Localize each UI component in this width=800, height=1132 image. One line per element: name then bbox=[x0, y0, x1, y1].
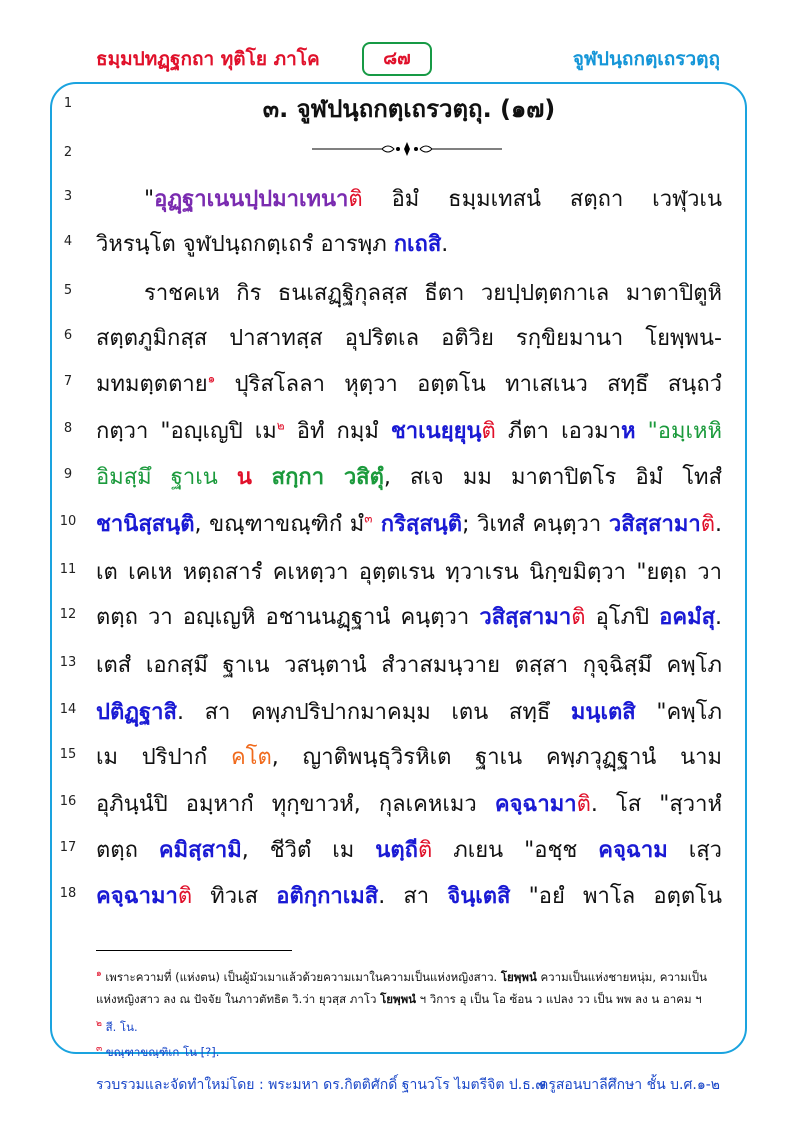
verb: จินฺเตสิ bbox=[447, 884, 511, 909]
footnote-text: สี. โน. bbox=[101, 1019, 138, 1034]
particle: ติ bbox=[348, 187, 363, 212]
footnote-mark[interactable]: ๓ bbox=[364, 511, 373, 526]
text-run: "คพฺโภ bbox=[635, 700, 722, 725]
text-line bbox=[96, 413, 722, 448]
line-number: 18 bbox=[59, 886, 77, 901]
line-number: 1 bbox=[63, 96, 73, 111]
participle: คโต bbox=[230, 745, 272, 770]
footer-role: ครูสอนบาลีศึกษา ชั้น บ.ศ.๑-๒ bbox=[538, 1077, 720, 1093]
text-line bbox=[96, 786, 722, 821]
text-run: อุภินฺนํปิ อมฺหากํ ทุกฺขาวหํ, กุลเคหเมว bbox=[96, 792, 495, 817]
footnote-text: ฯ วิการ อุ เป็น โอ ซ้อน ว แปลง วว เป็น พพ ลง น อาคม ฯ bbox=[416, 992, 702, 1006]
verb: คมิสฺสามิ bbox=[158, 838, 242, 863]
text-line bbox=[96, 366, 722, 401]
line-number: 11 bbox=[59, 562, 77, 577]
text-run: เต เคเห หตฺถสารํ คเหตฺวา อุตฺตเรน ทฺวาเรน นิกฺขมิตฺวา "ยตฺถ วา bbox=[96, 560, 722, 585]
text-run: , สเจ มม มาตาปิตโร อิมํ โทสํ bbox=[383, 465, 722, 490]
text-run: ปุริสโลลา หุตฺวา อตฺตโน ทาเสเนว สทฺธึ สนฺถวํ bbox=[215, 372, 722, 397]
line-number: 5 bbox=[63, 283, 73, 298]
text-line bbox=[96, 226, 722, 261]
quote-mark: " bbox=[144, 187, 155, 212]
footnote-text: ขณฺฑาขณฺฑิเก โน [?]. bbox=[102, 1044, 220, 1059]
text-run: . โส "สฺวาหํ bbox=[590, 792, 722, 817]
footnote-text: ความเป็นแห่งชายหนุ่ม, ความเป็น bbox=[536, 969, 707, 984]
text-line bbox=[96, 275, 722, 310]
footnote-1 bbox=[96, 966, 726, 987]
line-number: 7 bbox=[63, 374, 73, 389]
footnote-divider bbox=[96, 950, 292, 951]
particle: ติ bbox=[177, 884, 193, 909]
text-run: อิทํ กมฺมํ bbox=[284, 419, 391, 444]
footnote-term: โยพฺพนํ bbox=[500, 969, 537, 984]
verb: วสิสฺสามา bbox=[608, 512, 701, 537]
text-run: . สา bbox=[378, 884, 448, 909]
text-run: ; วิเทสํ คนฺตฺวา bbox=[462, 512, 609, 537]
line-number: 10 bbox=[59, 514, 77, 529]
verb: คจฺฉาม bbox=[598, 838, 668, 863]
verb: คจฺฉามา bbox=[494, 792, 577, 817]
text-run: ราชคเห กิร ธนเสฏฺฐิกุลสฺส ธีตา วยปฺปตฺตกาเล มาตาปิตูหิ bbox=[144, 281, 722, 306]
text-line bbox=[96, 506, 722, 541]
text-run: เตสํ เอกสฺมึ ฐาเน วสนฺตานํ สํวาสมนฺวาย ตสฺสา กุจฺฉิสฺมึ คพฺโภ bbox=[96, 653, 722, 678]
text-run: อิมํ ธมฺมเทสนํ สตฺถา เวฬุวเน bbox=[362, 187, 722, 212]
footnote-1-cont bbox=[96, 991, 726, 1009]
text-run: ตตฺถ วา อญฺเญหิ อชานนฏฺฐานํ คนฺตฺวา bbox=[96, 605, 480, 630]
verb: วสิสฺสามา bbox=[479, 605, 572, 630]
text-run: ตตฺถ bbox=[96, 838, 159, 863]
line-number: 12 bbox=[59, 607, 77, 622]
verb: ปติฏฺฐาสิ bbox=[96, 700, 177, 725]
particle: ติ bbox=[700, 512, 715, 537]
ornament-divider-icon bbox=[312, 140, 502, 158]
particle: ติ bbox=[417, 838, 433, 863]
text-run: , ญาติพนฺธุวิรหิเต ฐาเน คพฺภวุฏฺฐานํ นาม bbox=[271, 745, 722, 770]
verb: กริสฺสนฺติ bbox=[372, 512, 463, 537]
text-run: วิหรนฺโต จูฬปนฺถกตฺเถรํ อารพฺภ bbox=[96, 232, 394, 257]
text-run: สตฺตภูมิกสฺส ปาสาทสฺส อุปริตเล อติวิย รกฺขิยมานา โยพฺพน- bbox=[96, 326, 722, 351]
text-run: . bbox=[715, 512, 722, 537]
text-line bbox=[96, 647, 722, 682]
quoted-text: อิมสฺมึ ฐาเน bbox=[96, 465, 237, 490]
text-line bbox=[96, 554, 722, 589]
line-number: 2 bbox=[63, 145, 73, 160]
line-number: 17 bbox=[59, 840, 77, 855]
line-number: 6 bbox=[63, 328, 73, 343]
text-line bbox=[96, 694, 722, 729]
line-number: 3 bbox=[63, 189, 73, 204]
footer-compiler: รวบรวมและจัดทำใหม่โดย : พระมหา ดร.กิตติศักดิ์ ฐานวโร ไมตรีจิต ป.ธ.๗ bbox=[96, 1077, 546, 1093]
text-run: ภีตา เอวมา bbox=[495, 419, 622, 444]
footnote-mark[interactable]: ๑ bbox=[207, 371, 216, 386]
text-run: เม ปริปากํ bbox=[96, 745, 231, 770]
text-run: "อยํ พาโล อตฺตโน bbox=[510, 884, 722, 909]
text-run: . bbox=[715, 605, 722, 630]
footnote-mark: ๒ bbox=[96, 1019, 102, 1029]
chapter-title: ๓. จูฬปนฺถกตฺเถรวตฺถุ. (๑๗) bbox=[262, 95, 556, 123]
verb: มนฺเตสิ bbox=[570, 700, 636, 725]
book-title: ธมฺมปทฏฺฐกถา ทุติโย ภาโค bbox=[96, 48, 320, 70]
verb: อติกฺกาเมสิ bbox=[276, 884, 379, 909]
line-number: 15 bbox=[59, 747, 77, 762]
text-run: ทิวเส bbox=[192, 884, 277, 909]
text-run: . bbox=[441, 232, 449, 257]
text-run: กตฺวา "อญฺเญปิ เม bbox=[96, 419, 277, 444]
footnote-3 bbox=[96, 1041, 726, 1062]
verb: กเถสิ bbox=[393, 232, 442, 257]
text-run: ภเยน "อชฺช bbox=[432, 838, 599, 863]
keyword: อุฏฺฐาเนนปฺปมาเทนา bbox=[154, 187, 349, 212]
line-number: 9 bbox=[63, 467, 73, 482]
line-number: 13 bbox=[59, 655, 77, 670]
verb: นตฺถี bbox=[375, 838, 418, 863]
text-line bbox=[96, 832, 722, 867]
text-run: เสฺว bbox=[667, 838, 722, 863]
text-line bbox=[96, 599, 722, 634]
verb: คจฺฉามา bbox=[96, 884, 178, 909]
particle: ติ bbox=[481, 419, 496, 444]
footnote-text: เพราะความที่ (แห่งตน) เป็นผู้มัวเมาแล้วด้วยความเมาในความเป็นแห่งหญิงสาว. bbox=[101, 969, 501, 984]
verb: ห bbox=[621, 419, 636, 444]
particle: ติ bbox=[576, 792, 591, 817]
text-run: . สา คพฺภปริปากมาคมฺม เตน สทฺธึ bbox=[176, 700, 571, 725]
line-number: 4 bbox=[63, 234, 73, 249]
verb: ชานิสฺสนฺติ bbox=[96, 512, 195, 537]
footnote-text: แห่งหญิงสาว ลง ณ ปัจจัย ในภาวตัทธิต วิ.ว่า ยุวสฺส ภาโว bbox=[96, 992, 381, 1006]
text-run: , ขณฺฑาขณฺฑิกํ มํ bbox=[194, 512, 365, 537]
line-number: 14 bbox=[59, 702, 77, 717]
particle: ติ bbox=[571, 605, 586, 630]
verb: ชาเนยฺยุนฺ bbox=[390, 419, 482, 444]
page-number: ๘๗ bbox=[362, 42, 432, 76]
text-line bbox=[96, 181, 722, 216]
text-line bbox=[96, 320, 722, 355]
quoted-verb: สกฺกา วสิตุํ bbox=[251, 465, 384, 490]
line-number: 8 bbox=[63, 421, 73, 436]
text-line bbox=[96, 739, 722, 774]
line-number: 16 bbox=[59, 794, 77, 809]
text-run: มทมตฺตตาย bbox=[96, 372, 208, 397]
footnote-mark: ๑ bbox=[96, 969, 102, 979]
quoted-text: "อมฺเหหิ bbox=[635, 419, 722, 444]
negation: น bbox=[236, 465, 252, 490]
text-run: อุโภปิ bbox=[585, 605, 660, 630]
story-title: จูฬปนฺถกตฺเถรวตฺถุ bbox=[572, 48, 720, 70]
text-run: , ชีวิตํ เม bbox=[241, 838, 376, 863]
text-line bbox=[96, 878, 722, 913]
text-line bbox=[96, 459, 722, 494]
footnote-mark[interactable]: ๒ bbox=[276, 418, 285, 433]
verb: อคมํสุ bbox=[659, 605, 716, 630]
footnote-mark: ๓ bbox=[96, 1044, 103, 1054]
footnote-2 bbox=[96, 1016, 726, 1037]
footnote-term: โยพฺพนํ bbox=[380, 992, 417, 1006]
